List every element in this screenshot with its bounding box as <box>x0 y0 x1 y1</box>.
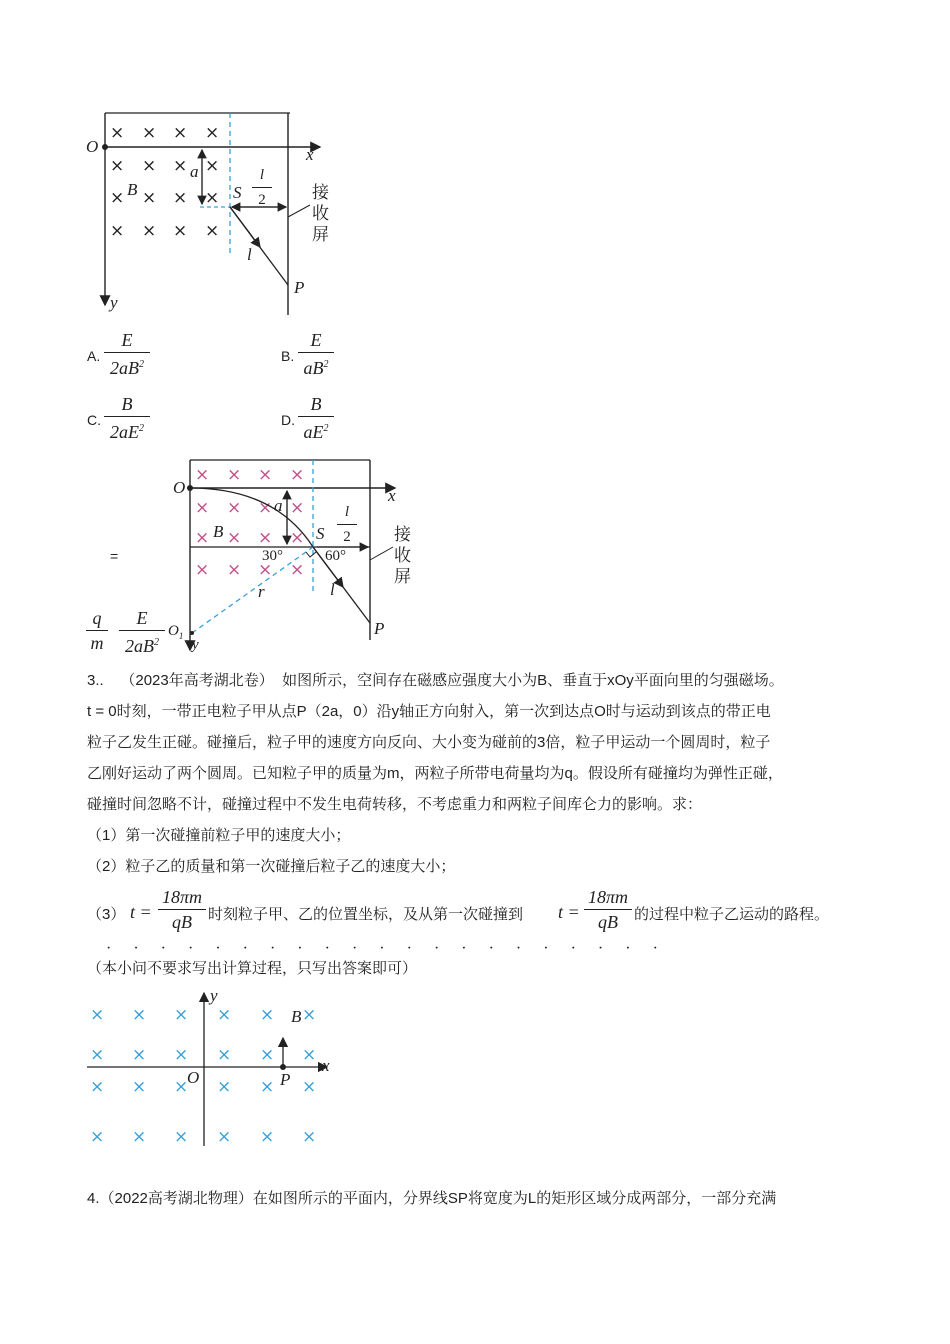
svg-text:×: × <box>258 498 273 518</box>
q3-line-3: 粒子乙发生正碰。碰撞后，粒子甲的速度方向反向、大小变为碰前的3倍，粒子甲运动一个圆周时，粒子 <box>87 734 771 751</box>
svg-text:×: × <box>90 1045 105 1065</box>
svg-text:×: × <box>302 1005 317 1025</box>
fig1-half-l-fraction: l 2 <box>252 165 272 210</box>
fig2-half-l-fraction: l 2 <box>337 502 357 547</box>
q3-sub-1: （1）第一次碰撞前粒子甲的速度大小； <box>87 827 351 844</box>
fig1-origin-label: O <box>86 137 99 156</box>
svg-text:×: × <box>195 498 210 518</box>
center-dot <box>190 631 194 635</box>
answer-equals: = <box>110 548 119 564</box>
svg-text:×: × <box>173 123 188 143</box>
option-c-label[interactable]: C. <box>87 412 101 428</box>
q3-t-fraction-2: 18πm qB <box>584 887 632 932</box>
svg-text:×: × <box>302 1127 317 1147</box>
svg-text:×: × <box>110 123 125 143</box>
q3-t-eq-1: t = <box>130 902 152 922</box>
figure-3-diagram <box>82 988 342 1153</box>
q3-line-4: 乙刚好运动了两个圆周。已知粒子甲的质量为m，两粒子所带电荷量均为q。假设所有碰撞均为弹性正碰， <box>87 765 783 782</box>
svg-text:×: × <box>110 221 125 241</box>
q3-t-fraction-1: 18πm qB <box>158 887 206 932</box>
fig1-l-label: l <box>247 245 252 264</box>
right-angle-mark <box>306 552 316 557</box>
svg-text:×: × <box>205 188 220 208</box>
svg-text:×: × <box>132 1045 147 1065</box>
svg-text:×: × <box>227 528 242 548</box>
fig2-p-label: P <box>374 619 385 638</box>
option-d-label[interactable]: D. <box>281 412 295 428</box>
radius-dashed <box>192 547 313 633</box>
svg-text:×: × <box>173 156 188 176</box>
q3-line-2: t = 0时刻，一带正电粒子甲从点P（2a，0）沿y轴正方向射入，第一次到达点O时与运动到该点的带正电 <box>87 703 771 720</box>
fig2-center-label: $O_1$ <box>168 623 184 641</box>
screen-pointer-line <box>370 547 393 560</box>
q3-note: （本小问不要求写出计算过程，只写出答案即可） <box>87 960 418 977</box>
svg-text:×: × <box>195 560 210 580</box>
fig1-field-label: B <box>127 180 138 199</box>
svg-text:×: × <box>205 123 220 143</box>
svg-text:×: × <box>227 465 242 485</box>
fig2-x-label: x <box>388 486 396 505</box>
svg-text:×: × <box>173 221 188 241</box>
svg-text:×: × <box>174 1127 189 1147</box>
fig2-s-label: S <box>316 524 325 543</box>
svg-text:×: × <box>290 560 305 580</box>
fig1-screen-label: 接 收 屏 <box>312 183 329 244</box>
svg-text:×: × <box>290 465 305 485</box>
fig1-p-label: P <box>294 278 305 297</box>
fig3-x-label: x <box>322 1056 330 1075</box>
fig3-p-label: P <box>280 1070 291 1089</box>
svg-text:×: × <box>174 1005 189 1025</box>
fig1-x-label: x <box>306 145 314 164</box>
q3-sub-2: （2）粒子乙的质量和第一次碰撞后粒子乙的速度大小； <box>87 858 456 875</box>
svg-text:×: × <box>195 465 210 485</box>
svg-text:×: × <box>290 498 305 518</box>
fig2-radius-label: r <box>258 582 265 601</box>
magnetic-field-crosses <box>195 465 304 580</box>
svg-text:×: × <box>217 1005 232 1025</box>
svg-text:×: × <box>260 1045 275 1065</box>
option-a-fraction[interactable]: E $2aB^2$ <box>104 330 150 378</box>
svg-text:×: × <box>132 1127 147 1147</box>
figure-2-diagram <box>165 455 425 655</box>
q3-emphasis-dots: · · · · · · · · · · · · · · · · · · · · · <box>106 940 667 957</box>
svg-text:×: × <box>90 1127 105 1147</box>
svg-text:×: × <box>174 1077 189 1097</box>
option-c-fraction[interactable]: B $2aE^2$ <box>104 394 150 442</box>
svg-text:×: × <box>260 1077 275 1097</box>
fig2-screen-label: 接 收 屏 <box>394 525 411 586</box>
svg-text:×: × <box>110 188 125 208</box>
svg-text:×: × <box>227 560 242 580</box>
fig1-a-label: a <box>190 162 199 181</box>
svg-text:×: × <box>90 1005 105 1025</box>
q3-sub-3-mid: 时刻粒子甲、乙的位置坐标，及从第一次碰撞到 <box>208 906 524 923</box>
q3-t-eq-2: t = <box>558 902 580 922</box>
fig1-y-label: y <box>110 293 118 312</box>
svg-text:×: × <box>174 1045 189 1065</box>
option-b-label[interactable]: B. <box>281 348 295 364</box>
svg-text:×: × <box>227 498 242 518</box>
fig2-angle-30-label: 30° <box>262 548 283 564</box>
answer-rhs-fraction: E $2aB^2$ <box>119 608 165 656</box>
fig1-s-label: S <box>233 183 242 202</box>
svg-text:×: × <box>90 1077 105 1097</box>
answer-lhs-fraction: q m <box>86 608 108 653</box>
svg-text:×: × <box>132 1005 147 1025</box>
svg-text:×: × <box>217 1045 232 1065</box>
fig3-field-label: B <box>291 1007 302 1026</box>
svg-text:×: × <box>173 188 188 208</box>
svg-text:×: × <box>302 1045 317 1065</box>
q3-sub-3-prefix: （3） <box>87 906 126 923</box>
svg-text:×: × <box>142 123 157 143</box>
fig2-l-label: l <box>330 580 335 599</box>
svg-text:×: × <box>258 465 273 485</box>
svg-text:×: × <box>290 528 305 548</box>
fig2-field-label: B <box>213 522 224 541</box>
option-a-label[interactable]: A. <box>87 348 101 364</box>
svg-text:×: × <box>258 560 273 580</box>
fig2-origin-label: O <box>173 478 186 497</box>
fig2-y-label: y <box>192 637 199 653</box>
svg-text:×: × <box>217 1077 232 1097</box>
svg-text:×: × <box>205 156 220 176</box>
screen-pointer-line <box>288 205 310 217</box>
svg-text:×: × <box>142 188 157 208</box>
origin-dot <box>102 144 108 150</box>
svg-text:×: × <box>217 1127 232 1147</box>
svg-text:×: × <box>142 221 157 241</box>
question-4-text: 4.（2022高考湖北物理）在如图所示的平面内，分界线SP将宽度为L的矩形区域分成两部分，一部分充满 <box>87 1190 777 1207</box>
fig2-angle-60-label: 60° <box>325 548 346 564</box>
svg-text:×: × <box>110 156 125 176</box>
svg-text:×: × <box>205 221 220 241</box>
svg-text:×: × <box>302 1077 317 1097</box>
q3-line-5: 碰撞时间忽略不计，碰撞过程中不发生电荷转移，不考虑重力和两粒子间库仑力的影响。求： <box>87 796 703 813</box>
option-d-fraction[interactable]: B $aE^2$ <box>298 394 334 442</box>
option-b-fraction[interactable]: E $aB^2$ <box>298 330 334 378</box>
svg-text:×: × <box>258 528 273 548</box>
fig3-origin-label: O <box>187 1068 200 1087</box>
fig3-y-label: y <box>210 986 218 1005</box>
svg-text:×: × <box>132 1077 147 1097</box>
q3-sub-3-end: 的过程中粒子乙运动的路程。 <box>634 906 830 923</box>
figure-1-diagram <box>80 105 350 320</box>
svg-text:×: × <box>260 1127 275 1147</box>
svg-text:×: × <box>260 1005 275 1025</box>
svg-text:×: × <box>142 156 157 176</box>
q3-line-1: 3.. （2023年高考湖北卷） 如图所示，空间存在磁感应强度大小为B、垂直于xOy平面向里的匀强磁场。 <box>87 672 784 689</box>
fig2-a-label: a <box>274 496 283 515</box>
svg-text:×: × <box>195 528 210 548</box>
question-3-text <box>87 665 887 882</box>
